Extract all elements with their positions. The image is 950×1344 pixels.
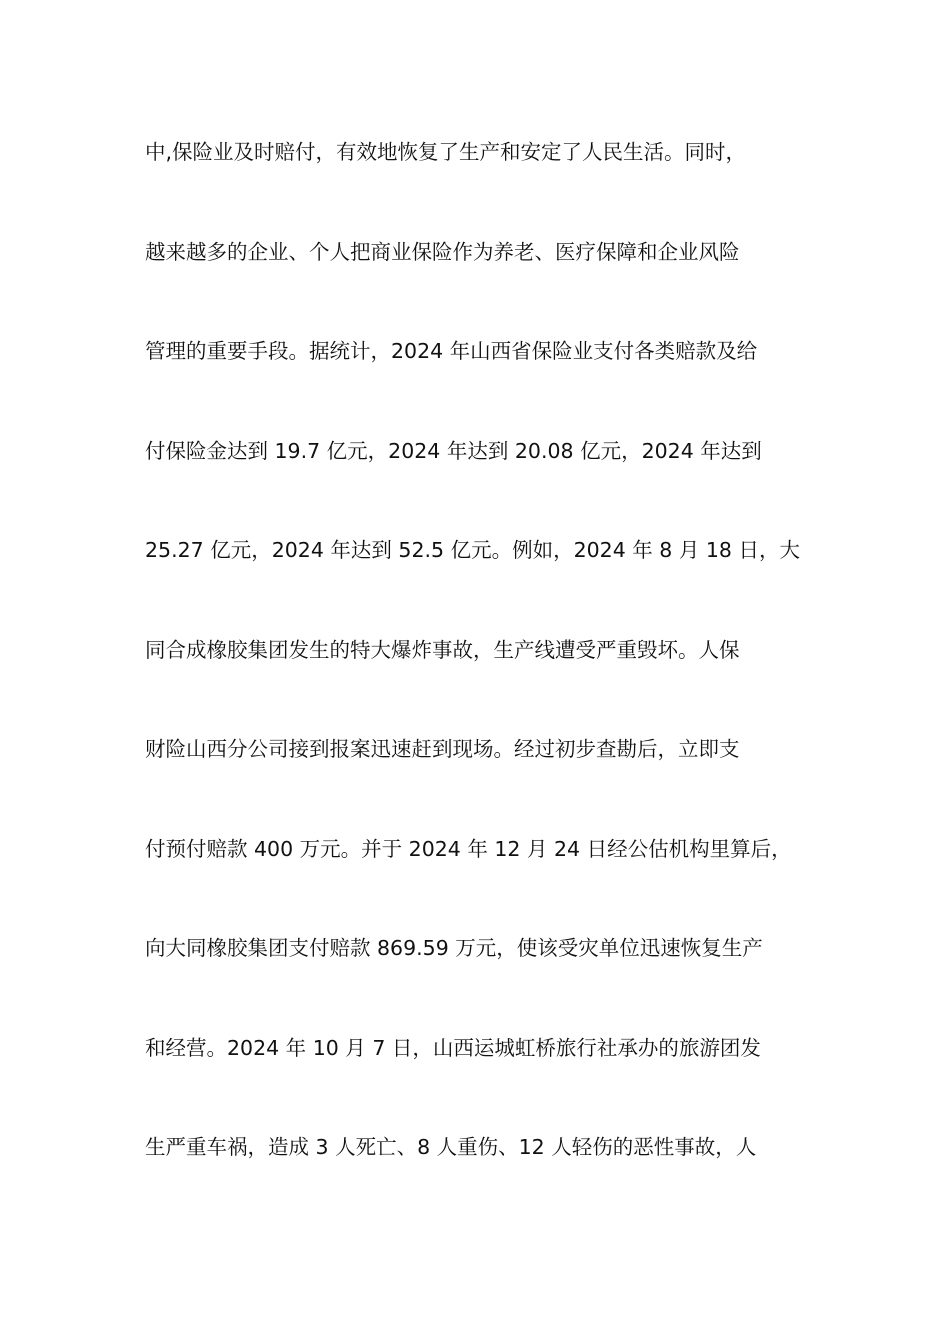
- text-line: 越来越多的企业、个人把商业保险作为养老、医疗保障和企业风险: [145, 239, 740, 264]
- body-text: [145, 128, 815, 1223]
- text-line: 管理的重要手段。据统计，2024 年山西省保险业支付各类赔款及给: [145, 339, 758, 363]
- text-line: 付保险金达到 19.7 亿元，2024 年达到 20.08 亿元，2024 年达到: [145, 438, 762, 463]
- text-line: 25.27 亿元，2024 年达到 52.5 亿元。例如，2024 年 8 月 18 日，大: [145, 538, 800, 562]
- text-line: 财险山西分公司接到报案迅速赶到现场。经过初步查勘后，立即支: [145, 737, 740, 761]
- text-line: 生严重车祸，造成 3 人死亡、8 人重伤、12 人轻伤的恶性事故，人: [145, 1135, 757, 1159]
- text-line: 中,保险业及时赔付，有效地恢复了生产和安定了人民生活。同时，: [145, 140, 747, 164]
- text-line: 和经营。2024 年 10 月 7 日，山西运城虹桥旅行社承办的旅游团发: [145, 1035, 761, 1060]
- text-line: 同合成橡胶集团发生的特大爆炸事故，生产线遭受严重毁坏。人保: [145, 637, 740, 662]
- text-line: 付预付赔款 400 万元。并于 2024 年 12 月 24 日经公估机构里算后，: [145, 836, 792, 861]
- text-line: 向大同橡胶集团支付赔款 869.59 万元，使该受灾单位迅速恢复生产: [145, 936, 763, 960]
